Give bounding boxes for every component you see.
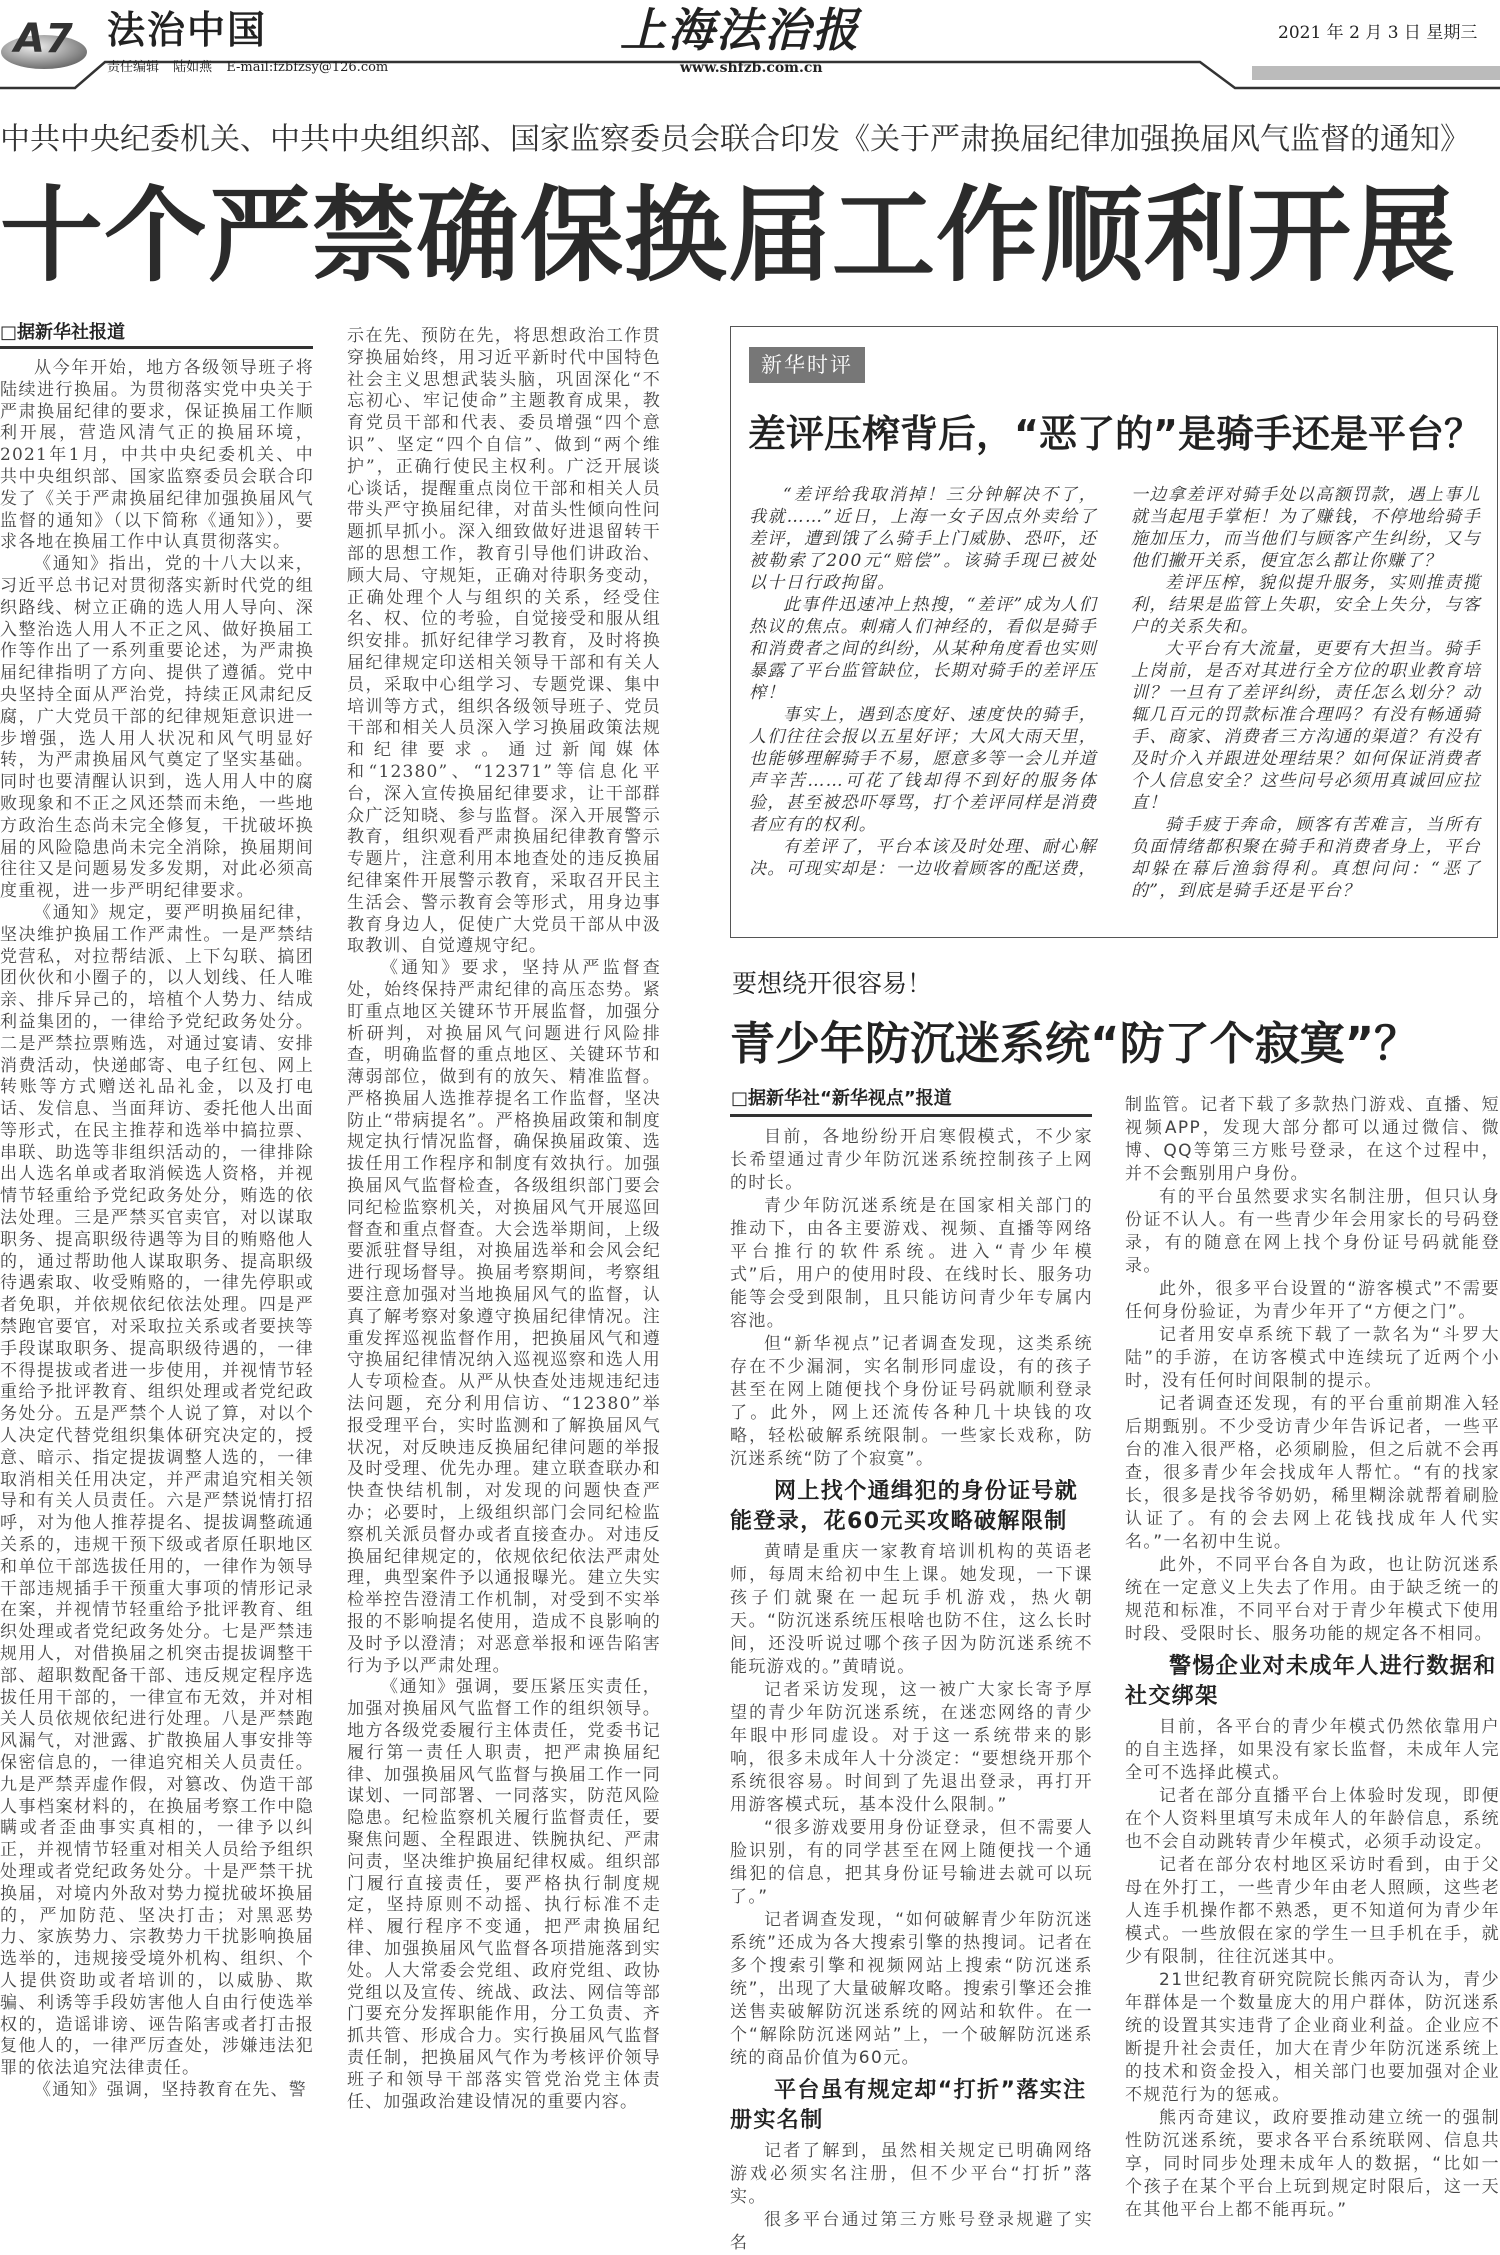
website: www.shfzb.com.cn	[680, 60, 823, 76]
paragraph: 目前，各平台的青少年模式仍然依靠用户的自主选择，如果没有家长监督，未成年人完全可不选择此模式。	[1125, 1717, 1500, 1783]
lead-kicker: 中共中央纪委机关、中共中央组织部、国家监察委员会联合印发《关于严肃换届纪律加强换届风气监督的通知》	[0, 122, 1470, 157]
paragraph: 一边拿差评对骑手处以高额罚款，遇上事儿就当起甩手掌柜！为了赚钱，不停地给骑手施加压力，而当他们与顾客产生纠纷，又与他们撇开关系，便宜怎么都让你赚了？	[1131, 485, 1481, 571]
paragraph: 青少年防沉迷系统是在国家相关部门的推动下，由各主要游戏、视频、直播等网络平台推行的软件系统。进入“青少年模式”后，用户的使用时段、在线时长、服务功能等会受到限制，且只能访问青少年专属内容池。	[730, 1196, 1093, 1331]
paragraph: 《通知》强调，要压紧压实责任，加强对换届风气监督工作的组织领导。地方各级党委履行主体责任，党委书记履行第一责任人职责，把严肃换届纪律、加强换届风气监督与换届工作一同谋划、一同部署、一同落实，防范风险隐患。纪检监察机关履行监督责任，要聚焦问题、全程跟进、铁腕执纪、严肃问责，坚决维护换届纪律权威。组织部门履行直接责任，要严格执行制度规定，坚持原则不动摇、执行标准不走样、履行程序不变通，把严肃换届纪律、加强换届风气监督各项措施落到实处。人大常委会党组、政府党组、政协党组以及宣传、统战、政法、网信等部门要充分发挥职能作用，分工负责、齐抓共管、形成合力。实行换届风气监督责任制，把换届风气作为考核评价领导班子和领导干部落实管党治党主体责任、加强政治建设情况的重要内容。	[347, 1677, 661, 2112]
paragraph: 熊丙奇建议，政府要推动建立统一的强制性防沉迷系统，要求各平台系统联网、信息共享，同时同步处理未成年人的数据，“比如一个孩子在某个平台上玩到规定时限后，这一天在其他平台上都不能再玩。”	[1125, 2108, 1500, 2220]
commentary-headline: 差评压榨背后，“恶了的”是骑手还是平台？	[748, 412, 1482, 456]
paragraph: 很多平台通过第三方账号登录规避了实名	[730, 2210, 1093, 2253]
paragraph: 黄晴是重庆一家教育培训机构的英语老师，每周末给初中生上课。她发现，一下课孩子们就聚在一起玩手机游戏，热火朝天。“防沉迷系统压根啥也防不住，这么长时间，还没听说过哪个孩子因为防沉迷系统不能玩游戏的。”黄晴说。	[730, 1542, 1093, 1677]
page-number-badge	[0, 6, 88, 70]
article2-headline: 青少年防沉迷系统“防了个寂寞”？	[730, 1017, 1420, 1070]
paragraph: 目前，各地纷纷开启寒假模式，不少家长希望通过青少年防沉迷系统控制孩子上网的时长。	[730, 1127, 1093, 1193]
commentary-tag: 新华时评	[749, 347, 865, 383]
byline-divider	[730, 1114, 1092, 1117]
paragraph: “很多游戏要用身份证登录，但不需要人脸识别，有的同学甚至在网上随便找一个通缉犯的信息，把其身份证号输进去就可以玩了。”	[730, 1818, 1093, 1907]
paragraph: 有差评了，平台本该及时处理、耐心解决。可现实却是：一边收着顾客的配送费，	[749, 837, 1097, 879]
editor-line	[107, 60, 398, 76]
paragraph: 事实上，遇到态度好、速度快的骑手，人们往往会报以五星好评；大风大雨天里，也能够理解骑手不易，愿意多等一会儿并道声辛苦……可花了钱却得不到好的服务体验，甚至被恐吓辱骂，打个差评同样是消费者应有的权利。	[749, 705, 1097, 835]
paragraph: 此事件迅速冲上热搜，“差评”成为人们热议的焦点。刺痛人们神经的，看似是骑手和消费者之间的纠纷，从某种角度看也实则暴露了平台监管缺位，长期对骑手的差评压榨！	[749, 595, 1097, 703]
subheading: 警惕企业对未成年人进行数据和社交绑架	[1125, 1654, 1497, 1709]
paragraph: 记者采访发现，这一被广大家长寄予厚望的青少年防沉迷系统，在迷恋网络的青少年眼中形同虚设。对于这一系统带来的影响，很多未成年人十分淡定：“要想绕开那个系统很容易。时间到了先退出登录，再打开用游客模式玩，基本没什么限制。”	[730, 1680, 1093, 1815]
article2-column-2	[1125, 1094, 1500, 2222]
paragraph: 记者用安卓系统下载了一款名为“斗罗大陆”的手游，在访客模式中连续玩了近两个小时，没有任何时间限制的提示。	[1125, 1325, 1500, 1391]
paragraph: 从今年开始，地方各级领导班子将陆续进行换届。为贯彻落实党中央关于严肃换届纪律的要求，保证换届工作顺利开展，营造风清气正的换届环境，2021年1月，中共中央纪委机关、中共中央组织部、国家监察委员会联合印发了《关于严肃换届纪律加强换届风气监督的通知》（以下简称《通知》），要求各地在换届工作中认真贯彻落实。	[0, 358, 314, 553]
paragraph: 有的平台虽然要求实名制注册，但只认身份证不认人。有一些青少年会用家长的号码登录，有的随意在网上找个身份证号码就能登录。	[1125, 1187, 1500, 1276]
article2-kicker: 要想绕开很容易！	[732, 969, 933, 998]
paragraph: 《通知》规定，要严明换届纪律，坚决维护换届工作严肃性。一是严禁结党营私，对拉帮结派、上下勾联、搞团团伙伙和小圈子的，以人划线、任人唯亲、排斥异己的，培植个人势力、结成利益集团的，一律给予党纪政务处分。二是严禁拉票贿选，对通过宴请、安排消费活动，快递邮寄、电子红包、网上转账等方式赠送礼品礼金，以及打电话、发信息、当面拜访、委托他人出面等形式，在民主推荐和选举中搞拉票、串联、助选等非组织活动的，一律排除出人选名单或者取消候选人资格，并视情节轻重给予党纪政务处分，贿选的依法处理。三是严禁买官卖官，对以谋取职务、提高职级待遇等为目的贿赂他人的，通过帮助他人谋取职务、提高职级待遇索取、收受贿赂的，一律先停职或者免职，并依规依纪依法处理。四是严禁跑官要官，对采取拉关系或者要挟等手段谋取职务、提高职级待遇的，一律不得提拔或者进一步使用，并视情节轻重给予批评教育、组织处理或者党纪政务处分。五是严禁个人说了算，对以个人决定代替党组织集体研究决定的，授意、暗示、指定提拔调整人选的，一律取消相关任用决定，并严肃追究相关领导和有关人员责任。六是严禁说情打招呼，对为他人推荐提名、提拔调整疏通关系的，违规干预下级或者原任职地区和单位干部选拔任用的，一律作为领导干部违规插手干预重大事项的情形记录在案，并视情节轻重给予批评教育、组织处理或者党纪政务处分。七是严禁违规用人，对借换届之机突击提拔调整干部、超职数配备干部、违反规定程序选拔任用干部的，一律宣布无效，并对相关人员依规依纪进行处理。八是严禁跑风漏气，对泄露、扩散换届人事安排等保密信息的，一律追究相关人员责任。九是严禁弄虚作假，对篡改、伪造干部人事档案材料的，在换届考察工作中隐瞒或者歪曲事实真相的，一律予以纠正，并视情节轻重对相关人员给予组织处理或者党纪政务处分。十是严禁干扰换届，对境内外敌对势力搅扰破坏换届的，严加防范、坚决打击；对黑恶势力、家族势力、宗教势力干扰影响换届选举的，违规接受境外机构、组织、个人提供资助或者培训的，以威胁、欺骗、利诱等手段妨害他人自由行使选举权的，造谣诽谤、诬告陷害或者打击报复他人的，一律严厉查处，涉嫌违法犯罪的依法追究法律责任。	[0, 902, 314, 2079]
section-name: 法治中国	[107, 8, 268, 52]
paragraph: 《通知》强调，坚持教育在先、警	[34, 2079, 307, 2100]
paragraph: 《通知》指出，党的十八大以来，习近平总书记对贯彻落实新时代党的组织路线、树立正确的选人用人导向、深入整治选人用人不正之风、做好换届工作等作出了一系列重要论述，为严肃换届纪律指明了方向、提供了遵循。党中央坚持全面从严治党，持续正风肃纪反腐，广大党员干部的纪律规矩意识进一步增强，选人用人状况和风气明显好转，为严肃换届风气奠定了坚实基础。同时也要清醒认识到，选人用人中的腐败现象和不正之风还禁而未绝，一些地方政治生态尚未完全修复，干扰破坏换届的风险隐患尚未完全消除，换届期间往往又是问题易发多发期，对此必须高度重视，进一步严明纪律要求。	[0, 554, 314, 902]
byline-divider	[0, 346, 313, 349]
paragraph: “差评给我取消掉！三分钟解决不了，我就……”近日，上海一女子因点外卖给了差评，遭到饿了么骑手上门威胁、恐吓，还被勒索了200元“赔偿”。该骑手现已被处以十日行政拘留。	[749, 485, 1097, 593]
paragraph: 骑手疲于奔命，顾客有苦难言，当所有负面情绪都积聚在骑手和消费者身上，平台却躲在幕后渔翁得利。真想问问：“恶了的”，到底是骑手还是平台？	[1131, 815, 1481, 901]
editor-email: E-mail:fzbfzsy@126.com	[226, 60, 389, 75]
paragraph: 21世纪教育研究院院长熊丙奇认为，青少年群体是一个数量庞大的用户群体，防沉迷系统的设置其实违背了企业商业利益。企业应不断提升社会责任，加大在青少年防沉迷系统上的技术和资金投入，相关部门也要加强对企业不规范行为的惩戒。	[1125, 1970, 1500, 2105]
lead-column-1	[0, 358, 314, 2102]
lead-byline: □据新华社报道	[0, 322, 126, 343]
paragraph: 示在先、预防在先，将思想政治工作贯穿换届始终，用习近平新时代中国特色社会主义思想武装头脑，巩固深化“不忘初心、牢记使命”主题教育成果，教育党员干部和代表、委员增强“四个意识”、坚定“四个自信”、做到“两个维护”，正确行使民主权利。广泛开展谈心谈话，提醒重点岗位干部和相关人员带头严守换届纪律，对苗头性倾向性问题抓早抓小。深入细致做好进退留转干部的思想工作，教育引导他们讲政治、顾大局、守规矩，正确对待职务变动，正确处理个人与组织的关系，经受住名、权、位的考验，自觉接受和服从组织安排。抓好纪律学习教育，及时将换届纪律规定印送相关领导干部和有关人员，采取中心组学习、专题党课、集中培训等方式，组织各级领导班子、党员干部和相关人员深入学习换届政策法规和纪律要求。通过新闻媒体和“12380”、“12371”等信息化平台，深入宣传换届纪律要求，让干部群众广泛知晓、参与监督。深入开展警示教育，组织观看严肃换届纪律教育警示专题片，注意利用本地查处的违反换届纪律案件开展警示教育，采取召开民主生活会、警示教育会等形式，用身边事教育身边人，促使广大党员干部从中汲取教训、自觉遵规守纪。	[347, 326, 661, 957]
paragraph: 记者在部分直播平台上体验时发现，即便在个人资料里填写未成年人的年龄信息，系统也不会自动跳转青少年模式，必须手动设定。	[1125, 1786, 1500, 1852]
paragraph: 《通知》要求，坚持从严监督查处，始终保持严肃纪律的高压态势。紧盯重点地区关键环节开展监督，加强分析研判，对换届风气问题进行风险排查，明确监督的重点地区、关键环节和薄弱部位，做到有的放矢、精准监督。严格换届人选推荐提名工作监督，坚决防止“带病提名”。严格换届政策和制度规定执行情况监督，确保换届政策、选拔任用工作程序和制度有效执行。加强换届风气监督检查，各级组织部门要会同纪检监察机关，对换届风气开展巡回督查和重点督查。大会选举期间，上级要派驻督导组，对换届选举和会风会纪进行现场督导。换届考察期间，考察组要注意加强对当地换届风气的监督，认真了解考察对象遵守换届纪律情况。注重发挥巡视监督作用，把换届风气和遵守换届纪律情况纳入巡视巡察和选人用人专项检查。从严从快查处违规违纪违法问题，充分利用信访、“12380”举报受理平台，实时监测和了解换届风气状况，对反映违反换届纪律问题的举报及时受理、优先办理。建立联查联办和快查快结机制，对发现的问题快查严办；必要时，上级组织部门会同纪检监察机关派员督办或者直接查办。对违反换届纪律规定的，依规依纪依法严肃处理，典型案件予以通报曝光。建立失实检举控告澄清工作机制，对受到不实举报的不影响提名使用，造成不良影响的及时予以澄清；对恶意举报和诬告陷害行为予以严肃处理。	[347, 958, 661, 1676]
paragraph: 制监管。记者下载了多款热门游戏、直播、短视频APP，发现大部分都可以通过微信、微博、QQ等第三方账号登录，在这个过程中，并不会甄别用户身份。	[1125, 1095, 1500, 1184]
commentary-column-1	[749, 484, 1097, 880]
paragraph: 大平台有大流量，更要有大担当。骑手上岗前，是否对其进行全方位的职业教育培训？一旦有了差评纠纷，责任怎么划分？动辄几百元的罚款标准合理吗？有没有畅通骑手、商家、消费者三方沟通的渠道？有没有及时介入并跟进处理结果？如何保证消费者个人信息安全？这些问号必须用真诚回应拉直！	[1131, 639, 1481, 813]
issue-date: 2021 年 2 月 3 日 星期三	[1278, 23, 1478, 43]
page-number: A7	[14, 16, 73, 62]
article2-column-1	[730, 1126, 1093, 2255]
masthead-logo: 上海法治报	[620, 3, 860, 57]
subheading: 平台虽有规定却“打折”落实注册实名制	[730, 2078, 1087, 2133]
editor-label: 责任编辑	[107, 60, 160, 75]
paragraph: 记者了解到，虽然相关规定已明确网络游戏必须实名注册，但不少平台“打折”落实。	[730, 2141, 1093, 2207]
lead-column-2	[347, 326, 661, 2113]
lead-headline: 十个严禁确保换届工作顺利开展	[0, 176, 1456, 296]
paragraph: 此外，很多平台设置的“游客模式”不需要任何身份验证，为青少年开了“方便之门”。	[1125, 1279, 1500, 1322]
paragraph: 记者调查发现，“如何破解青少年防沉迷系统”还成为各大搜索引擎的热搜词。记者在多个搜索引擎和视频网站上搜索“防沉迷系统”，出现了大量破解攻略。搜索引擎还会推送售卖破解防沉迷系统的网站和软件。在一个“解除防沉迷网站”上，一个破解防沉迷系统的商品价值为60元。	[730, 1910, 1093, 2068]
article2-byline: □据新华社“新华视点”报道	[731, 1088, 952, 1109]
paragraph: 但“新华视点”记者调查发现，这类系统存在不少漏洞，实名制形同虚设，有的孩子甚至在网上随便找个身份证号码就顺利登录了。此外，网上还流传各种几十块钱的攻略，轻松破解系统限制。一些家长戏称，防沉迷系统“防了个寂寞”。	[730, 1334, 1093, 1469]
paragraph: 记者调查还发现，有的平台重前期准入轻后期甄别。不少受访青少年告诉记者，一些平台的准入很严格，必须刷脸，但之后就不会再查，很多青少年会找成年人帮忙。“有的找家长，很多是找爷爷奶奶，稀里糊涂就帮着刷脸认证了。有的会去网上花钱找成年人代实名。”一名初中生说。	[1125, 1394, 1500, 1552]
paragraph: 差评压榨，貌似提升服务，实则推责揽利，结果是监管上失职，安全上失分，与客户的关系失和。	[1131, 573, 1481, 637]
paragraph: 记者在部分农村地区采访时看到，由于父母在外打工，一些青少年由老人照顾，这些老人连手机操作都不熟悉，更不知道何为青少年模式。一些放假在家的学生一旦手机在手，就少有限制，往往沉迷其中。	[1125, 1855, 1500, 1967]
subheading: 网上找个通缉犯的身份证号就能登录，花60元买攻略破解限制	[730, 1479, 1079, 1534]
editor-name: 陆如燕	[173, 60, 213, 75]
paragraph: 此外，不同平台各自为政，也让防沉迷系统在一定意义上失去了作用。由于缺乏统一的规范和标准，不同平台对于青少年模式下使用时段、受限时长、服务功能的规定各不相同。	[1125, 1555, 1500, 1644]
commentary-column-2	[1131, 484, 1481, 902]
